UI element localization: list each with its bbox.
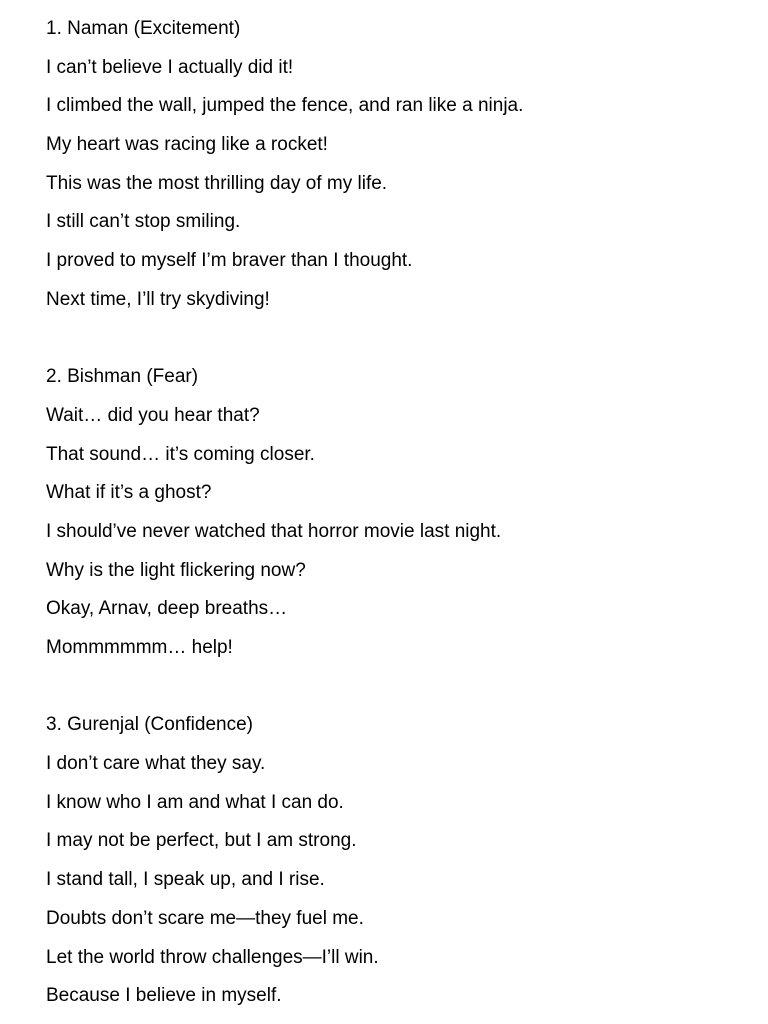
text-line: That sound… it’s coming closer. [46, 443, 315, 465]
section-heading: 2. Bishman (Fear) [46, 366, 199, 388]
text-line: What if it’s a ghost? [46, 482, 212, 504]
text-line: Why is the light flickering now? [46, 559, 306, 581]
text-line: I climbed the wall, jumped the fence, and ran like a ninja. [46, 95, 524, 117]
text-line: I stand tall, I speak up, and I rise. [46, 869, 325, 891]
text-line: Wait… did you hear that? [46, 404, 260, 426]
text-line: I may not be perfect, but I am strong. [46, 830, 357, 852]
section-heading: 1. Naman (Excitement) [46, 18, 241, 39]
text-line: I still can’t stop smiling. [46, 211, 241, 233]
document-body [46, 10, 746, 1016]
text-line: I don’t care what they say. [46, 753, 266, 775]
section-naman [46, 10, 746, 320]
text-line: My heart was racing like a rocket! [46, 134, 328, 156]
section-bishman [46, 358, 746, 668]
section-gurenjal [46, 706, 746, 1016]
text-line: Let the world throw challenges—I’ll win. [46, 946, 379, 968]
text-line: This was the most thrilling day of my life. [46, 172, 388, 194]
section-heading: 3. Gurenjal (Confidence) [46, 714, 253, 736]
text-line: Okay, Arnav, deep breaths… [46, 598, 288, 620]
text-line: Mommmmmm… help! [46, 637, 233, 658]
text-line: I know who I am and what I can do. [46, 791, 344, 813]
text-line: I can’t believe I actually did it! [46, 56, 294, 78]
text-line: Doubts don’t scare me—they fuel me. [46, 907, 364, 929]
text-line: I should’ve never watched that horror movie last night. [46, 520, 502, 542]
text-line: Because I believe in myself. [46, 985, 282, 1007]
text-line: Next time, I’ll try skydiving! [46, 288, 270, 310]
text-line: I proved to myself I’m braver than I thought. [46, 250, 413, 272]
